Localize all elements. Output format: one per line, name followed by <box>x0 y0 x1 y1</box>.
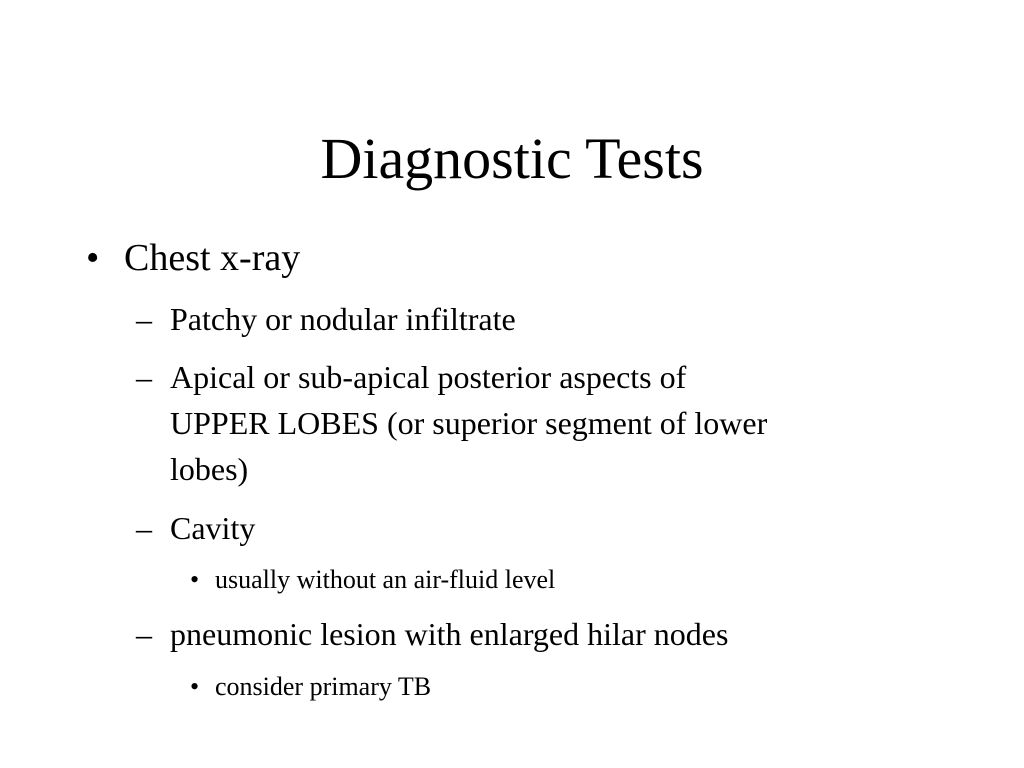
dash-icon: – <box>136 616 152 652</box>
dash-icon: – <box>136 510 152 546</box>
sub-bullet-patchy: Patchy or nodular infiltrate <box>170 301 516 337</box>
sub-bullet-pneumonic: pneumonic lesion with enlarged hilar nodes <box>170 616 729 652</box>
dash-icon: – <box>136 359 152 395</box>
sub-sub-bullet-primary-tb: consider primary TB <box>215 672 432 701</box>
dash-icon: – <box>136 301 152 337</box>
sub-bullet-apical-line-2: UPPER LOBES (or superior segment of lower <box>170 405 768 441</box>
sub-bullet-apical-line-1: Apical or sub-apical posterior aspects of <box>170 359 687 395</box>
sub-bullet-apical-line-3: lobes) <box>170 451 249 487</box>
bullet-icon: • <box>86 237 100 279</box>
slide-title: Diagnostic Tests <box>320 126 704 191</box>
sub-sub-bullet-air-fluid: usually without an air-fluid level <box>215 565 556 594</box>
bullet-chest-x-ray: Chest x-ray <box>124 237 301 279</box>
bullet-icon: • <box>190 565 200 594</box>
bullet-icon: • <box>190 672 200 701</box>
sub-bullet-cavity: Cavity <box>170 510 256 546</box>
